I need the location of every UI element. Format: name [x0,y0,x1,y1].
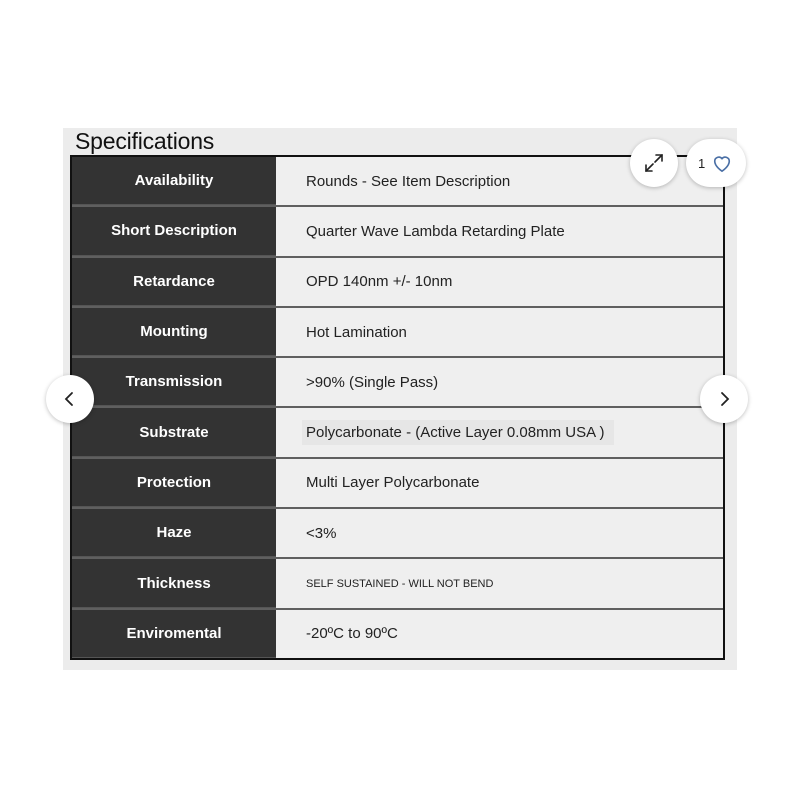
spec-value: OPD 140nm +/- 10nm [276,258,723,306]
spec-table [70,155,725,660]
spec-row-short-description [72,207,723,257]
heart-icon [711,153,733,173]
spec-value: Multi Layer Polycarbonate [276,459,723,507]
spec-value: Quarter Wave Lambda Retarding Plate [276,207,723,255]
spec-value-text: Polycarbonate - (Active Layer 0.08mm USA ) [302,420,614,445]
chevron-left-icon [60,389,80,409]
spec-label: Mounting [72,308,276,356]
expand-button[interactable] [630,139,678,187]
spec-row-enviromental [72,610,723,658]
spec-label: Transmission [72,358,276,406]
next-image-button[interactable] [700,375,748,423]
like-button[interactable] [686,139,746,187]
spec-row-thickness [72,559,723,609]
spec-row-transmission [72,358,723,408]
specifications-image [63,128,737,670]
spec-label: Protection [72,459,276,507]
spec-value: SELF SUSTAINED - WILL NOT BEND [276,559,723,607]
chevron-right-icon [714,389,734,409]
spec-label: Short Description [72,207,276,255]
spec-row-availability [72,157,723,207]
previous-image-button[interactable] [46,375,94,423]
spec-value: -20ºC to 90ºC [276,610,723,658]
spec-value [276,408,723,456]
spec-value: <3% [276,509,723,557]
spec-value: >90% (Single Pass) [276,358,723,406]
spec-row-haze [72,509,723,559]
spec-row-substrate [72,408,723,458]
spec-label: Substrate [72,408,276,456]
spec-value: Hot Lamination [276,308,723,356]
spec-label: Thickness [72,559,276,607]
like-count: 1 [698,155,706,171]
specifications-title: Specifications [75,128,215,154]
spec-label: Retardance [72,258,276,306]
spec-row-protection [72,459,723,509]
spec-value: Rounds - See Item Description [276,157,723,205]
spec-label: Availability [72,157,276,205]
spec-label: Haze [72,509,276,557]
spec-row-mounting [72,308,723,358]
expand-icon [642,151,666,175]
spec-label: Enviromental [72,610,276,658]
spec-row-retardance [72,258,723,308]
